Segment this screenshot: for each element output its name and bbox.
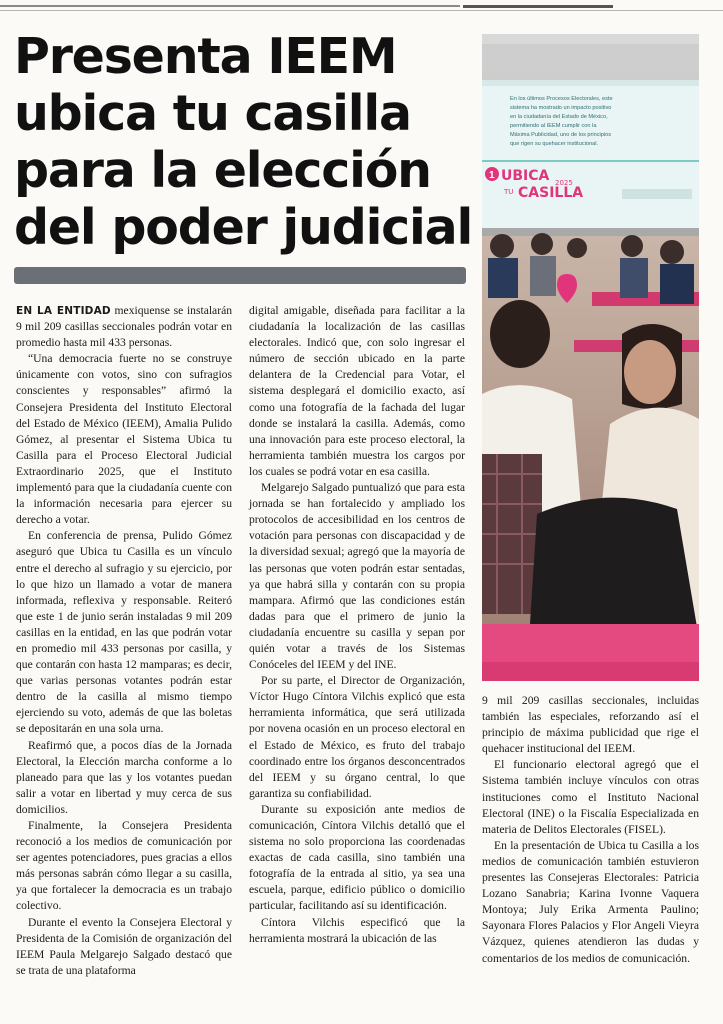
slide-text-line: en la ciudadanía del Estado de México,: [510, 114, 608, 120]
svg-text:1: 1: [489, 170, 495, 181]
article-paragraph: digital amigable, diseñada para facilitar a la ciudadanía la localización de las casillas electorales. Indicó que, con solo ingresar el número de sección ubicado en la parte delantera de la Credencial para Votar, el sistema desplegará el domicilio exacto, así como una fotografía de la fachada del lugar donde se instalará la casilla. Además, como una innovación para este proceso electoral, la herramienta también muestra los cargos por los cuales se podrá votar en esa casilla.: [249, 304, 465, 478]
svg-text:TU: TU: [504, 188, 514, 196]
article-column-2: [249, 303, 465, 947]
article-paragraph: Melgarejo Salgado puntualizó que para esta jornada se han fortalecido y ampliado los protocolos de accesibilidad en los centros de votación para personas con discapacidad y de la diversidad sexual; agregó que la mayoría de las personas que voten podrán estar sentadas, ya que habrá silla y contarán con su propia mampara. Afirmó que las condiciones están dadas para que el primero de junio la ciudadanía encuentre su casilla y sepan por quién votar a través de los Sistemas Conóceles del IEEM y del INE.: [249, 481, 465, 672]
article-paragraph: “Una democracia fuerte no se construye únicamente con votos, sino con sufragios conscientes y responsables” afirmó la Consejera Presidenta del Instituto Electoral del Estado de México (IEEM), Amalia Pulido Gómez, al presentar el Sistema Ubica tu Casilla para el Proceso Electoral Judicial Extraordinario 2025, que el Instituto implementó para que la ciudadanía cuente con la información necesaria para ejercer su derecho a votar.: [16, 352, 232, 527]
lead-text: mexiquense se instalarán 9 mil 209 casillas seccionales podrán votar en promedio hasta mil 433 personas.: [16, 304, 233, 350]
headline-line: Presenta IEEM: [14, 28, 397, 85]
article-paragraph: En la presentación de Ubica tu Casilla a los medios de comunicación también estuvieron presentes las Consejeras Electorales: Patricia Lozano Sanabria; Karina Ivonne Vaquera Montoya; July Erika Armenta Paulino; Sayonara Flores Palacios y Flor Angeli Vieyra Vázquez, quienes atendieron las dudas y comentarios de los medios de comunicación.: [482, 838, 699, 965]
slide-text-line: permitiendo al IEEM cumplir con la: [510, 123, 597, 129]
article-paragraph: En conferencia de prensa, Pulido Gómez aseguró que Ubica tu Casilla es un vínculo entre el derecho al sufragio y su ejercicio, por lo que hizo un llamado a votar de manera informada, reflexiva y responsable. Reiteró que este 1 de junio serán instaladas 9 mil 209 casillas en la entidad, en las que podrán votar en promedio mil 433 personas por casilla, y que contarán con hasta 12 mamparas; es decir, que varias personas votantes podrán estar dentro de la casilla al mismo tiempo ejerciendo su voto, además de que las boletas se depositarán en una sola urna.: [16, 529, 232, 736]
article-paragraph: Reafirmó que, a pocos días de la Jornada Electoral, la Elección marcha conforme a lo planeado para que las y los votantes puedan salir a votar en libertad y muy cerca de sus domicilios.: [16, 738, 232, 816]
article-paragraph: Por su parte, el Director de Organización, Víctor Hugo Cíntora Vilchis explicó que esta herramienta informática, que será utilizada por novena ocasión en un proceso electoral en el Estado de México, es fruto del trabajo coordinado entre los órganos desconcentrados del IEEM y su órgano central, lo que garantiza su confiabilidad.: [249, 674, 465, 800]
headline-divider-bar: [14, 267, 466, 284]
headline: [14, 28, 474, 256]
article-paragraph: Finalmente, la Consejera Presidenta reconoció a los medios de comunicación por ser agentes potenciadores, pues gracias a ellos más personas sabrán cómo llegar a su casilla, ya que fortalecer la democracia es un trabajo colectivo.: [16, 819, 232, 913]
headline-line: para la elección: [14, 142, 431, 199]
event-photo-image: [482, 34, 699, 681]
slide-text-line: En los últimos Procesos Electorales, este: [510, 96, 613, 102]
article-column-3: [482, 693, 699, 967]
article-paragraph: 9 mil 209 casillas seccionales, incluidas también las especiales, reforzando así el principio de máxima publicidad que rige el quehacer institucional del IEEM.: [482, 694, 699, 756]
article-paragraph: Cíntora Vilchis especificó que la herramienta mostrará la ubicación de las: [249, 915, 465, 945]
headline-line: del poder judicial: [14, 199, 473, 256]
top-page-rule: [0, 0, 723, 18]
slide-text-line: Máxima Publicidad, uno de los principios: [510, 132, 612, 138]
svg-text:2025: 2025: [555, 179, 573, 187]
lead-tag: EN LA ENTIDAD: [16, 305, 111, 317]
article-column-1: [16, 303, 232, 979]
article-paragraph: Durante el evento la Consejera Electoral y Presidenta de la Comisión de organización del IEEM Paula Melgarejo Salgado destacó que se trata de una plataforma: [16, 915, 232, 977]
event-photo: [482, 34, 699, 681]
article-paragraph: [16, 303, 232, 351]
article-paragraph: El funcionario electoral agregó que el Sistema también incluye vínculos con otras instituciones como el Instituto Nacional Electoral (INE) o la Fiscalía Especializada en materia de Delitos Electorales (FISEL).: [482, 758, 699, 836]
slide-text-line: sistema ha mostrado un impacto positivo: [510, 105, 612, 111]
slide-text-line: que rigen su quehacer institucional.: [510, 141, 599, 147]
svg-text:CASILLA: CASILLA: [518, 185, 584, 201]
article-paragraph: Durante su exposición ante medios de comunicación, Cíntora Vilchis detalló que el sistema no solo proporciona las coordenadas exactas de cada casilla, sino también una fotografía de la entrada al sitio, ya sea una escuela, parque, edificio público o domicilio particular, facilitando así su identificación.: [249, 802, 465, 913]
svg-text:UBICA: UBICA: [501, 168, 550, 184]
headline-line: ubica tu casilla: [14, 85, 411, 142]
